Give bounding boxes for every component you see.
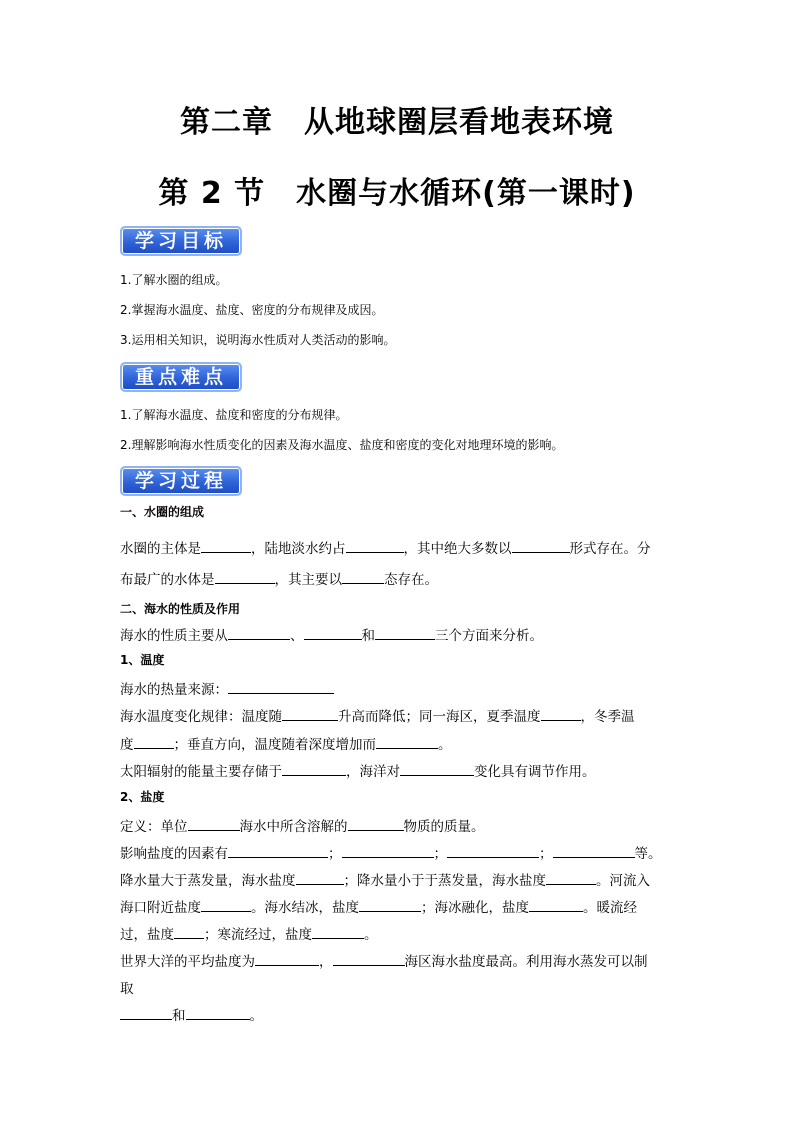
text: ；垂直方向，温度随着深度增加而 <box>173 737 376 753</box>
paragraph-average-salinity <box>120 950 680 970</box>
fill-blank[interactable] <box>228 625 290 640</box>
fill-blank[interactable] <box>228 843 328 858</box>
text: ； <box>539 846 553 862</box>
text: ；降水量小于于蒸发量，海水盐度 <box>343 873 546 889</box>
text: 海水中所含溶解的 <box>239 819 348 835</box>
paragraph-salinity-factors <box>120 842 680 862</box>
text: 过，盐度 <box>120 927 174 943</box>
fill-blank[interactable] <box>296 870 344 885</box>
text: ，其主要以 <box>274 572 342 588</box>
fill-blank[interactable] <box>201 538 251 553</box>
section-title: 第 2 节 水圈与水循环(第一课时) <box>158 176 636 211</box>
text: 和 <box>361 628 375 644</box>
text: 。 <box>438 737 452 753</box>
paragraph-hydrosphere-1 <box>120 537 680 557</box>
text: 度 <box>120 737 134 753</box>
text: 三个方面来分析。 <box>435 628 543 644</box>
fill-blank[interactable] <box>228 679 334 694</box>
fill-blank[interactable] <box>255 951 319 966</box>
fill-blank[interactable] <box>348 816 404 831</box>
text: 。 <box>364 927 378 943</box>
chapter-title: 第二章 从地球圈层看地表环境 <box>180 105 614 140</box>
objectives-badge: 学习目标 <box>120 226 242 256</box>
text: 布最广的水体是 <box>120 572 215 588</box>
key-points-badge: 重点难点 <box>120 362 242 392</box>
text: ； <box>328 846 342 862</box>
text: 态存在。 <box>384 572 438 588</box>
fill-blank[interactable] <box>282 761 346 776</box>
text: ，海洋对 <box>346 764 400 780</box>
text: 降水量大于蒸发量，海水盐度 <box>120 873 296 889</box>
heading-temperature: 1、温度 <box>120 653 165 667</box>
text: 海水温度变化规律：温度随 <box>120 709 282 725</box>
heading-salinity: 2、盐度 <box>120 790 165 804</box>
fill-blank[interactable] <box>553 843 635 858</box>
fill-blank[interactable] <box>342 843 434 858</box>
objective-item: 2.掌握海水温度、盐度、密度的分布规律及成因。 <box>120 303 384 317</box>
text: 形式存在。分 <box>569 541 651 557</box>
paragraph-salinity-2 <box>120 896 680 916</box>
paragraph-temperature-2 <box>120 733 680 753</box>
fill-blank[interactable] <box>546 870 596 885</box>
fill-blank[interactable] <box>541 706 581 721</box>
fill-blank[interactable] <box>201 897 251 912</box>
fill-blank[interactable] <box>304 625 362 640</box>
paragraph-seawater-aspects <box>120 624 680 644</box>
paragraph-salinity-3 <box>120 923 680 943</box>
objective-item: 3.运用相关知识，说明海水性质对人类活动的影响。 <box>120 333 396 347</box>
text: 海水的性质主要从 <box>120 628 228 644</box>
fill-blank[interactable] <box>186 1005 250 1020</box>
text: 水圈的主体是 <box>120 541 201 557</box>
fill-blank[interactable] <box>375 625 435 640</box>
fill-blank[interactable] <box>174 924 204 939</box>
text: 和 <box>172 1008 186 1024</box>
text: 世界大洋的平均盐度为 <box>120 954 255 970</box>
fill-blank[interactable] <box>333 951 405 966</box>
paragraph-sea-salt <box>120 1004 680 1024</box>
text: 海水的热量来源： <box>120 682 228 698</box>
paragraph-heat-source <box>120 678 680 698</box>
text: ； <box>433 846 447 862</box>
fill-blank[interactable] <box>447 843 539 858</box>
process-badge: 学习过程 <box>120 466 242 496</box>
paragraph-salinity-1 <box>120 869 680 889</box>
text: 海区海水盐度最高。利用海水蒸发可以制 <box>404 954 648 970</box>
text: 变化具有调节作用。 <box>474 764 596 780</box>
text: 等。 <box>634 846 662 862</box>
text: ，其中绝大多数以 <box>403 541 512 557</box>
fill-blank[interactable] <box>134 734 174 749</box>
paragraph-average-salinity-2: 取 <box>120 981 134 997</box>
text: ；寒流经过，盐度 <box>204 927 312 943</box>
text: ，冬季温 <box>580 709 635 725</box>
paragraph-hydrosphere-2 <box>120 568 680 588</box>
fill-blank[interactable] <box>376 734 438 749</box>
fill-blank[interactable] <box>215 569 275 584</box>
fill-blank[interactable] <box>400 761 474 776</box>
text: 影响盐度的因素有 <box>120 846 228 862</box>
text: 。 <box>249 1008 263 1024</box>
fill-blank[interactable] <box>188 816 240 831</box>
text: 。暖流经 <box>583 900 637 916</box>
text: 定义：单位 <box>120 819 188 835</box>
text: 。河流入 <box>596 873 650 889</box>
fill-blank[interactable] <box>282 706 338 721</box>
text: 海口附近盐度 <box>120 900 201 916</box>
fill-blank[interactable] <box>529 897 583 912</box>
heading-hydrosphere: 一、水圈的组成 <box>120 505 205 519</box>
text: ；海冰融化，盐度 <box>421 900 529 916</box>
fill-blank[interactable] <box>346 538 404 553</box>
paragraph-temperature-1 <box>120 705 680 725</box>
text: 、 <box>290 628 304 644</box>
fill-blank[interactable] <box>120 1005 172 1020</box>
key-point-item: 2.理解影响海水性质变化的因素及海水温度、盐度和密度的变化对地理环境的影响。 <box>120 438 564 452</box>
fill-blank[interactable] <box>312 924 364 939</box>
key-point-item: 1.了解海水温度、盐度和密度的分布规律。 <box>120 408 348 422</box>
heading-seawater: 二、海水的性质及作用 <box>120 602 241 616</box>
fill-blank[interactable] <box>359 897 421 912</box>
text: 。海水结冰，盐度 <box>251 900 359 916</box>
text: 物质的质量。 <box>403 819 485 835</box>
objective-item: 1.了解水圈的组成。 <box>120 273 228 287</box>
text: ，陆地淡水约占 <box>251 541 346 557</box>
text: 升高而降低；同一海区，夏季温度 <box>338 709 541 725</box>
paragraph-solar-energy <box>120 760 680 780</box>
paragraph-salinity-definition <box>120 815 680 835</box>
text: 太阳辐射的能量主要存储于 <box>120 764 282 780</box>
text: ， <box>319 954 333 970</box>
fill-blank[interactable] <box>512 538 570 553</box>
fill-blank[interactable] <box>342 569 384 584</box>
